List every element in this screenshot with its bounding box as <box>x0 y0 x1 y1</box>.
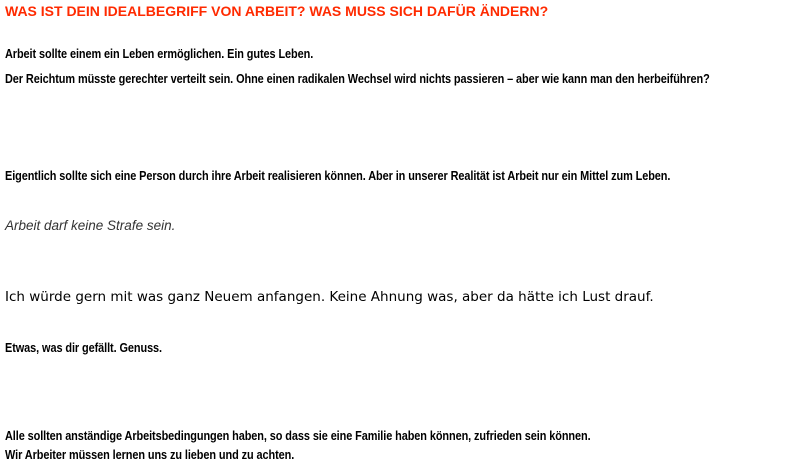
answer-text: Ich würde gern mit was ganz Neuem anfangen. Keine Ahnung was, aber da hätte ich Lust drauf. <box>5 289 654 305</box>
answer-text: Alle sollten anständige Arbeitsbedingungen haben, so dass sie eine Familie haben können, zufrieden sein können. <box>5 428 591 443</box>
page-title: WAS IST DEIN IDEALBEGRIFF VON ARBEIT? WAS MUSS SICH DAFÜR ÄNDERN? <box>5 3 549 19</box>
answer-text: Der Reichtum müsste gerechter verteilt sein. Ohne einen radikalen Wechsel wird nichts passieren – aber wie kann man den herbeiführen? <box>5 71 710 86</box>
answer-text: Eigentlich sollte sich eine Person durch ihre Arbeit realisieren können. Aber in unserer Realität ist Arbeit nur ein Mittel zum Leben. <box>5 168 671 183</box>
answer-text: Wir Arbeiter müssen lernen uns zu lieben und zu achten. <box>5 447 295 462</box>
answer-text: Arbeit darf keine Strafe sein. <box>5 218 176 233</box>
answer-text: Etwas, was dir gefällt. Genuss. <box>5 340 163 355</box>
answer-text: Arbeit sollte einem ein Leben ermöglichen. Ein gutes Leben. <box>5 46 314 61</box>
